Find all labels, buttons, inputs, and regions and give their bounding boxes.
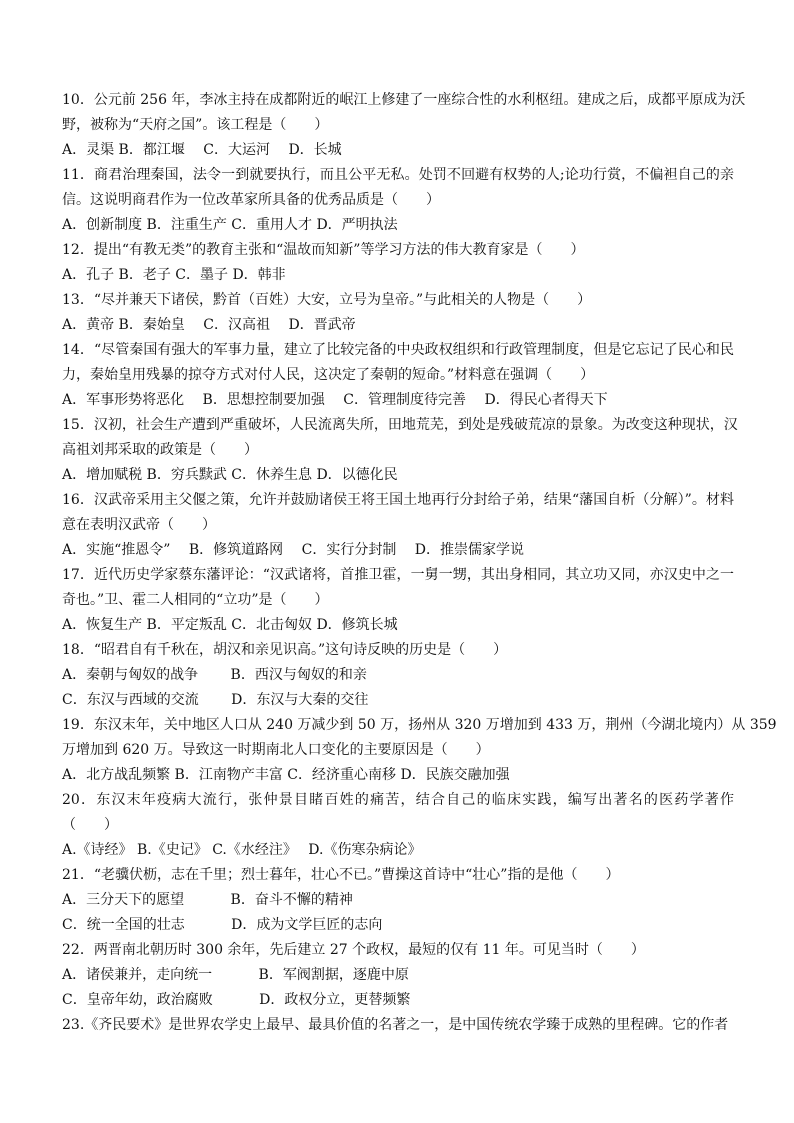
question-stem-line: 15．汉初，社会生产遭到严重破坏，人民流离失所，田地荒芜，到处是残破荒凉的景象。为改变这种现状，汉: [62, 417, 738, 433]
answer-options: A．增加赋税 B．穷兵黩武 C．休养生息 D．以德化民: [62, 467, 398, 483]
question-stem-line: 11．商君治理秦国，法令一到就要执行，而且公平无私。处罚不回避有权势的人;论功行赏，不偏袒自己的亲: [62, 167, 734, 183]
question-20: [62, 788, 734, 863]
exam-page: [62, 88, 777, 1038]
answer-options: C．东汉与西域的交流 D．东汉与大秦的交往: [62, 692, 369, 708]
question-10: [62, 88, 746, 163]
question-stem-line: 17．近代历史学家蔡东藩评论：“汉武诸将，首推卫霍，一舅一甥，其出身相同，其立功又同，亦汉史中之一: [62, 567, 734, 583]
question-13: [62, 288, 734, 338]
question-stem-line: 20．东汉末年疫病大流行，张仲景目睹百姓的痛苦，结合自己的临床实践，编写出著名的医药学著作: [62, 792, 734, 808]
question-11: [62, 163, 734, 238]
question-stem-line: 野，被称为“天府之国”。该工程是（ ）: [62, 117, 329, 133]
question-21: [62, 863, 734, 938]
question-stem-line: 奇也。”卫、霍二人相同的“立功”是（ ）: [62, 592, 329, 608]
question-stem-line: 意在表明汉武帝（ ）: [62, 517, 216, 533]
question-22: [62, 938, 734, 1013]
answer-options: A．北方战乱频繁 B．江南物产丰富 C．经济重心南移 D．民族交融加强: [62, 767, 510, 783]
answer-options: A．孔子 B．老子 C．墨子 D．韩非: [62, 267, 286, 283]
answer-options: A．恢复生产 B．平定叛乱 C．北击匈奴 D．修筑长城: [62, 617, 398, 633]
answer-options: A.《诗经》 B.《史记》 C.《水经注》 D.《伤寒杂病论》: [62, 842, 422, 858]
question-stem-line: 19．东汉末年，关中地区人口从 240 万减少到 50 万，扬州从 320 万增加到 433 万，荆州（今湖北境内）从 359: [62, 717, 777, 733]
question-stem-line: 21．“老骥伏枥，志在千里；烈士暮年，壮心不已。”曹操这首诗中“壮心”指的是他（ ）: [62, 867, 620, 883]
question-stem-line: 10．公元前 256 年，李冰主持在成都附近的岷江上修建了一座综合性的水利枢纽。建成之后，成都平原成为沃: [62, 92, 746, 108]
answer-options: C．统一全国的壮志 D．成为文学巨匠的志向: [62, 917, 383, 933]
question-23: [62, 1013, 734, 1038]
question-stem-line: 力，秦始皇用残暴的掠夺方式对付人民，这决定了秦朝的短命。”材料意在强调（ ）: [62, 367, 595, 383]
question-stem-line: 18．“昭君自有千秋在，胡汉和亲见识高。”这句诗反映的历史是（ ）: [62, 642, 508, 658]
question-stem-line: 23.《齐民要术》是世界农学史上最早、最具价值的名著之一，是中国传统农学臻于成熟的里程碑。它的作者: [62, 1017, 729, 1033]
answer-options: A．实施“推恩令” B．修筑道路网 C．实行分封制 D．推崇儒家学说: [62, 542, 524, 558]
answer-options: A．军事形势将恶化 B．思想控制要加强 C．管理制度待完善 D．得民心者得天下: [62, 392, 608, 408]
question-stem-line: 万增加到 620 万。导致这一时期南北人口变化的主要原因是（ ）: [62, 742, 490, 758]
question-14: [62, 338, 734, 413]
answer-options: C．皇帝年幼，政治腐败 D．政权分立，更替频繁: [62, 992, 411, 1008]
question-18: [62, 638, 734, 713]
question-12: [62, 238, 734, 288]
question-stem-line: 12．提出“有教无类”的教育主张和“温故而知新”等学习方法的伟大教育家是（ ）: [62, 242, 585, 258]
answer-options: A．创新制度 B．注重生产 C．重用人才 D．严明执法: [62, 217, 398, 233]
question-stem-line: 13．“尽并兼天下诸侯，黔首（百姓）大安，立号为皇帝。”与此相关的人物是（ ）: [62, 292, 592, 308]
question-stem-line: 22．两晋南北朝历时 300 余年，先后建立 27 个政权，最短的仅有 11 年。可见当时（ ）: [62, 942, 645, 958]
question-17: [62, 563, 734, 638]
question-stem-line: 高祖刘邦采取的政策是（ ）: [62, 442, 258, 458]
answer-options: A．黄帝 B．秦始皇 C．汉高祖 D．晋武帝: [62, 317, 356, 333]
question-stem-line: （ ）: [62, 817, 118, 833]
answer-options: A．秦朝与匈奴的战争 B．西汉与匈奴的和亲: [62, 667, 367, 683]
question-stem-line: 16．汉武帝采用主父偃之策，允许并鼓励诸侯王将王国土地再行分封给子弟，结果“藩国自析（分解）”。材料: [62, 492, 734, 508]
question-16: [62, 488, 734, 563]
answer-options: A．诸侯兼并，走向统一 B．军阀割据，逐鹿中原: [62, 967, 409, 983]
answer-options: A．灵渠 B．都江堰 C．大运河 D．长城: [62, 142, 342, 158]
answer-options: A．三分天下的愿望 B．奋斗不懈的精神: [62, 892, 353, 908]
question-stem-line: 信。这说明商君作为一位改革家所具备的优秀品质是（ ）: [62, 192, 440, 208]
question-stem-line: 14．“尽管秦国有强大的军事力量，建立了比较完备的中央政权组织和行政管理制度，但是它忘记了民心和民: [62, 342, 734, 358]
question-19: [62, 713, 777, 788]
question-15: [62, 413, 738, 488]
